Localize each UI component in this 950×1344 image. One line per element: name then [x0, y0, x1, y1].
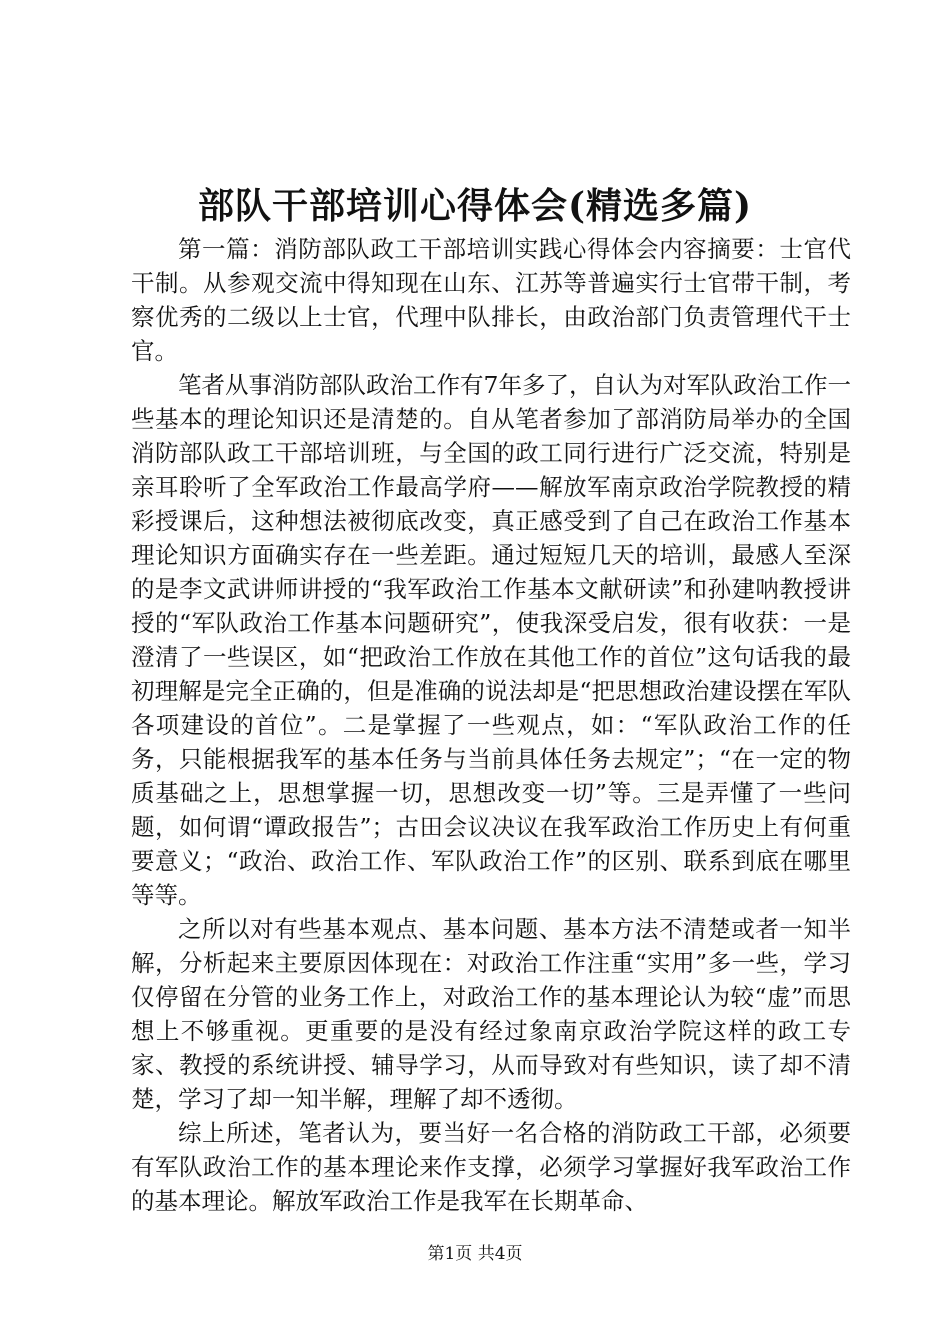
page-number-footer: 第1页 共4页: [427, 1244, 523, 1264]
paragraph-1: 第一篇：消防部队政工干部培训实践心得体会内容摘要：士官代干制。从参观交流中得知现在山东、江苏等普遍实行士官带干制，考察优秀的二级以上士官，代理中队排长，由政治部门负责管理代干士官。: [131, 235, 851, 365]
document-body: [131, 232, 851, 1218]
paragraph-3: 之所以对有些基本观点、基本问题、基本方法不清楚或者一知半解，分析起来主要原因体现在：对政治工作注重“实用”多一些，学习仅停留在分管的业务工作上，对政治工作的基本理论认为较“虚”而思想上不够重视。更重要的是没有经过象南京政治学院这样的政工专家、教授的系统讲授、辅导学习，从而导致对有些知识，读了却不清楚，学习了却一知半解，理解了却不透彻。: [131, 915, 851, 1113]
document-title: 部队干部培训心得体会(精选多篇): [197, 185, 753, 227]
paragraph-2: 笔者从事消防部队政治工作有7年多了，自认为对军队政治工作一些基本的理论知识还是清楚的。自从笔者参加了部消防局举办的全国消防部队政工干部培训班，与全国的政工同行进行广泛交流，特别是亲耳聆听了全军政治工作最高学府——解放军南京政治学院教授的精彩授课后，这种想法被彻底改变，真正感受到了自己在政治工作基本理论知识方面确实存在一些差距。通过短短几天的培训，最感人至深的是李文武讲师讲授的“我军政治工作基本文献研读”和孙建呐教授讲授的“军队政治工作基本问题研究”，使我深受启发，很有收获：一是澄清了一些误区，如“把政治工作放在其他工作的首位”这句话我的最初理解是完全正确的，但是准确的说法却是“把思想政治建设摆在军队各项建设的首位”。二是掌握了一些观点，如：“军队政治工作的任务，只能根据我军的基本任务与当前具体任务去规定”；“在一定的物质基础之上，思想掌握一切，思想改变一切”等。三是弄懂了一些问题，如何谓“谭政报告”；古田会议决议在我军政治工作历史上有何重要意义；“政治、政治工作、军队政治工作”的区别、联系到底在哪里等等。: [131, 371, 851, 909]
paragraph-4: 综上所述，笔者认为，要当好一名合格的消防政工干部，必须要有军队政治工作的基本理论来作支撑，必须学习掌握好我军政治工作的基本理论。解放军政治工作是我军在长期革命、: [131, 1119, 851, 1215]
